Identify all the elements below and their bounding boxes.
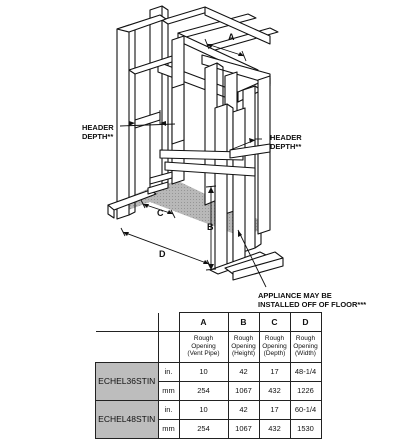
col-header-d: D: [290, 313, 321, 332]
unit-cell: in.: [158, 362, 179, 381]
table-corner: [96, 313, 159, 332]
rough-opening-table: [95, 312, 322, 439]
col-subheader-c: Rough Opening (Depth): [259, 331, 290, 362]
table-row: [96, 400, 322, 419]
unit-cell: mm: [158, 381, 179, 400]
value-cell: 60-1/4: [290, 400, 321, 419]
value-cell: 1226: [290, 381, 321, 400]
value-cell: 42: [228, 362, 259, 381]
unit-cell: in.: [158, 400, 179, 419]
unit-cell: mm: [158, 419, 179, 438]
value-cell: 432: [259, 381, 290, 400]
col-header-c: C: [259, 313, 290, 332]
model-name-cell: ECHEL48STIN: [96, 400, 159, 438]
appliance-note: APPLIANCE MAY BE INSTALLED OFF OF FLOOR***: [258, 291, 367, 309]
model-name-cell: ECHEL36STIN: [96, 362, 159, 400]
table-row: [96, 362, 322, 381]
value-cell: 10: [179, 362, 228, 381]
value-cell: 1067: [228, 419, 259, 438]
dim-c-label: C: [157, 208, 164, 218]
table-sub-corner: [96, 331, 159, 362]
col-header-a: A: [179, 313, 228, 332]
value-cell: 42: [228, 400, 259, 419]
value-cell: 17: [259, 400, 290, 419]
header-depth-right-label: HEADER DEPTH**: [270, 133, 302, 151]
value-cell: 10: [179, 400, 228, 419]
header-depth-left-label: HEADER DEPTH**: [82, 123, 114, 141]
value-cell: 48-1/4: [290, 362, 321, 381]
value-cell: 432: [259, 419, 290, 438]
value-cell: 254: [179, 419, 228, 438]
value-cell: 17: [259, 362, 290, 381]
value-cell: 1530: [290, 419, 321, 438]
dim-b-label: B: [207, 222, 214, 232]
value-cell: 254: [179, 381, 228, 400]
col-subheader-d: Rough Opening (Width): [290, 331, 321, 362]
col-header-b: B: [228, 313, 259, 332]
col-subheader-a: Rough Opening (Vent Pipe): [179, 331, 228, 362]
table-sub-corner-unit: [158, 331, 179, 362]
framing-lines: [108, 6, 283, 280]
dim-d-label: D: [159, 249, 166, 259]
table-corner-unit: [158, 313, 179, 332]
value-cell: 1067: [228, 381, 259, 400]
col-subheader-b: Rough Opening (Height): [228, 331, 259, 362]
dim-a-label: A: [228, 32, 235, 42]
